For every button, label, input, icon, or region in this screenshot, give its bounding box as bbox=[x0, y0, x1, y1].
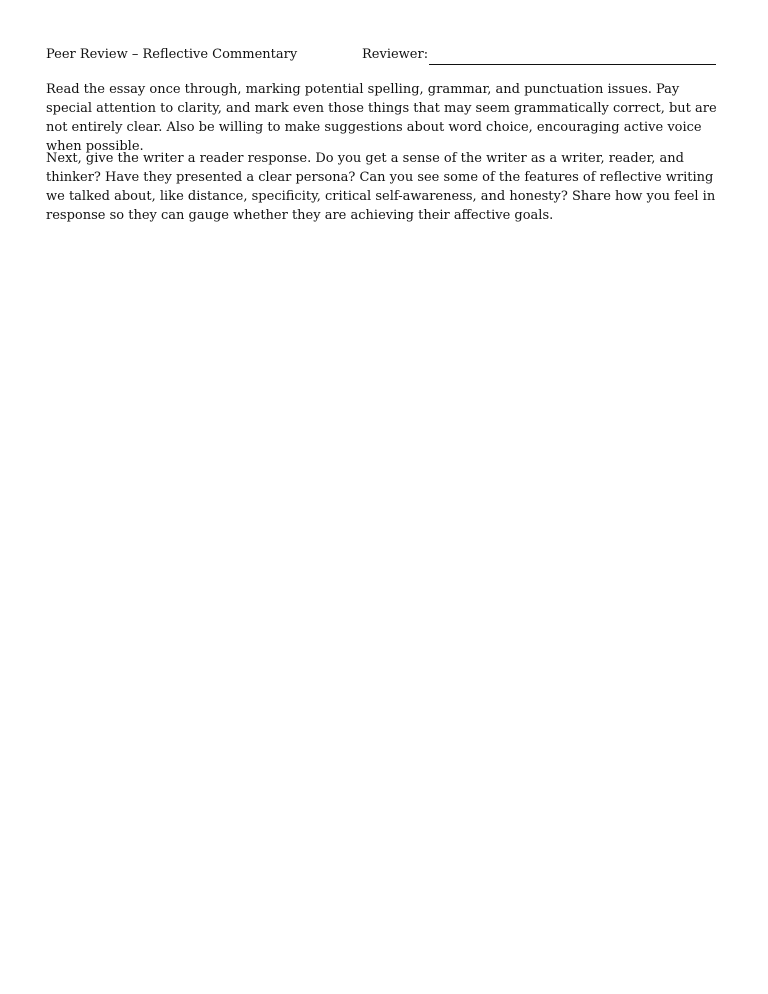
page-header bbox=[46, 45, 726, 65]
instructions-paragraph-2: Next, give the writer a reader response. Do you get a sense of the writer as a writer, reader, and thinker? Have they presented a clear persona? Can you see some of the features of reflective writing we talked about, like distance, specificity, critical self-awareness, and honesty? Share how you feel in response so they can gauge whether they are achieving their affective goals. bbox=[46, 151, 716, 223]
reviewer-label: Reviewer: bbox=[362, 47, 429, 62]
instructions-paragraph-1: Read the essay once through, marking potential spelling, grammar, and punctuation issues. Pay special attention to clarity, and mark even those things that may seem grammatically correct, but are not entirely clear. Also be willing to make suggestions about word choice, encouraging active voice when possible. bbox=[46, 82, 717, 154]
reviewer-field bbox=[362, 45, 716, 65]
reviewer-blank-line bbox=[429, 50, 716, 65]
document-title: Peer Review – Reflective Commentary bbox=[46, 47, 298, 62]
